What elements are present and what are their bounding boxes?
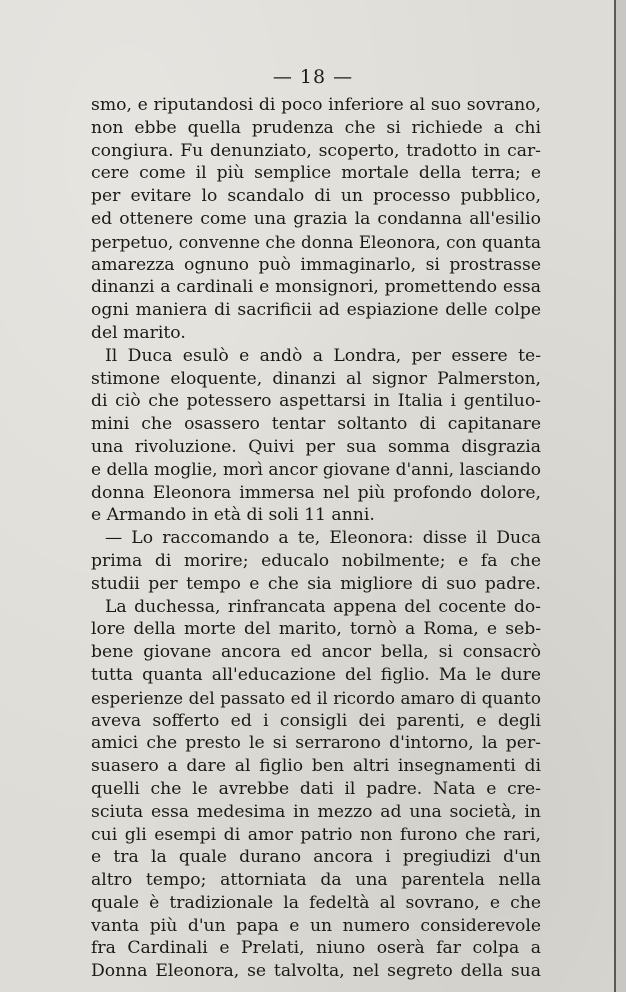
text-line: prima di morire; educalo nobilmente; e fa che [91, 550, 541, 571]
text-line: stimone eloquente, dinanzi al signor Palmerston, [91, 368, 541, 389]
text-line: e Armando in età di soli 11 anni. [91, 505, 375, 526]
text-line: una rivoluzione. Quivi per sua somma disgrazia [91, 436, 541, 457]
page-edge [614, 0, 616, 992]
body-text [91, 94, 541, 983]
text-line: perpetuo, convenne che donna Eleonora, con quanta [91, 231, 541, 252]
text-line: sciuta essa medesima in mezzo ad una società, in [91, 801, 541, 822]
text-line: e della moglie, morì ancor giovane d'anni, lasciando [91, 459, 541, 480]
text-line: lore della morte del marito, tornò a Roma, e seb- [91, 619, 541, 640]
text-line: di ciò che potessero aspettarsi in Italia i gentiluo- [91, 391, 541, 412]
text-line: e tra la quale durano ancora i pregiudizi d'un [91, 847, 541, 868]
text-line: aveva sofferto ed i consigli dei parenti, e degli [91, 710, 541, 731]
text-line: La duchessa, rinfrancata appena del cocente do- [105, 596, 541, 617]
text-line: quale è tradizionale la fedeltà al sovrano, e che [91, 892, 541, 913]
text-line: ogni maniera di sacrificii ad espiazione delle colpe [91, 300, 541, 321]
text-line: per evitare lo scandalo di un processo pubblico, [91, 186, 541, 207]
text-line: ed ottenere come una grazia la condanna all'esilio [91, 208, 541, 229]
text-line: non ebbe quella prudenza che si richiede a chi [91, 117, 541, 138]
text-line: esperienze del passato ed il ricordo amaro di quanto [91, 687, 541, 708]
text-line: mini che osassero tentar soltanto di capitanare [91, 414, 541, 435]
text-line: dinanzi a cardinali e monsignori, promettendo essa [91, 277, 541, 298]
text-line: amici che presto le si serrarono d'intorno, la per- [91, 733, 541, 754]
text-line: Donna Eleonora, se talvolta, nel segreto della sua [91, 961, 541, 982]
text-line: altro tempo; attorniata da una parentela nella [91, 870, 541, 891]
text-line: cui gli esempi di amor patrio non furono che rari, [91, 824, 541, 845]
text-line: smo, e riputandosi di poco inferiore al suo sovrano, [91, 95, 541, 115]
page-number: — 18 — [272, 66, 354, 88]
text-line: congiura. Fu denunziato, scoperto, tradotto in car- [91, 140, 541, 161]
page-edge-shade [616, 0, 626, 992]
text-line: donna Eleonora immersa nel più profondo dolore, [91, 482, 541, 503]
text-line: amarezza ognuno può immaginarlo, si prostrasse [91, 254, 541, 275]
text-line: fra Cardinali e Prelati, niuno oserà far colpa a [91, 938, 541, 959]
text-line: quelli che le avrebbe dati il padre. Nata e cre- [91, 778, 541, 799]
text-line: cere come il più semplice mortale della terra; e [91, 163, 541, 184]
text-line: del marito. [91, 322, 186, 343]
text-line: studii per tempo e che sia migliore di suo padre. [91, 573, 541, 594]
text-line: vanta più d'un papa e un numero considerevole [91, 915, 541, 936]
text-line: Il Duca esulò e andò a Londra, per essere te- [105, 345, 541, 366]
text-line: suasero a dare al figlio ben altri insegnamenti di [91, 756, 541, 777]
text-line: — Lo raccomando a te, Eleonora: disse il Duca [105, 528, 541, 549]
text-line: tutta quanta all'educazione del figlio. Ma le dure [91, 664, 541, 685]
text-line: bene giovane ancora ed ancor bella, si consacrò [91, 642, 541, 663]
